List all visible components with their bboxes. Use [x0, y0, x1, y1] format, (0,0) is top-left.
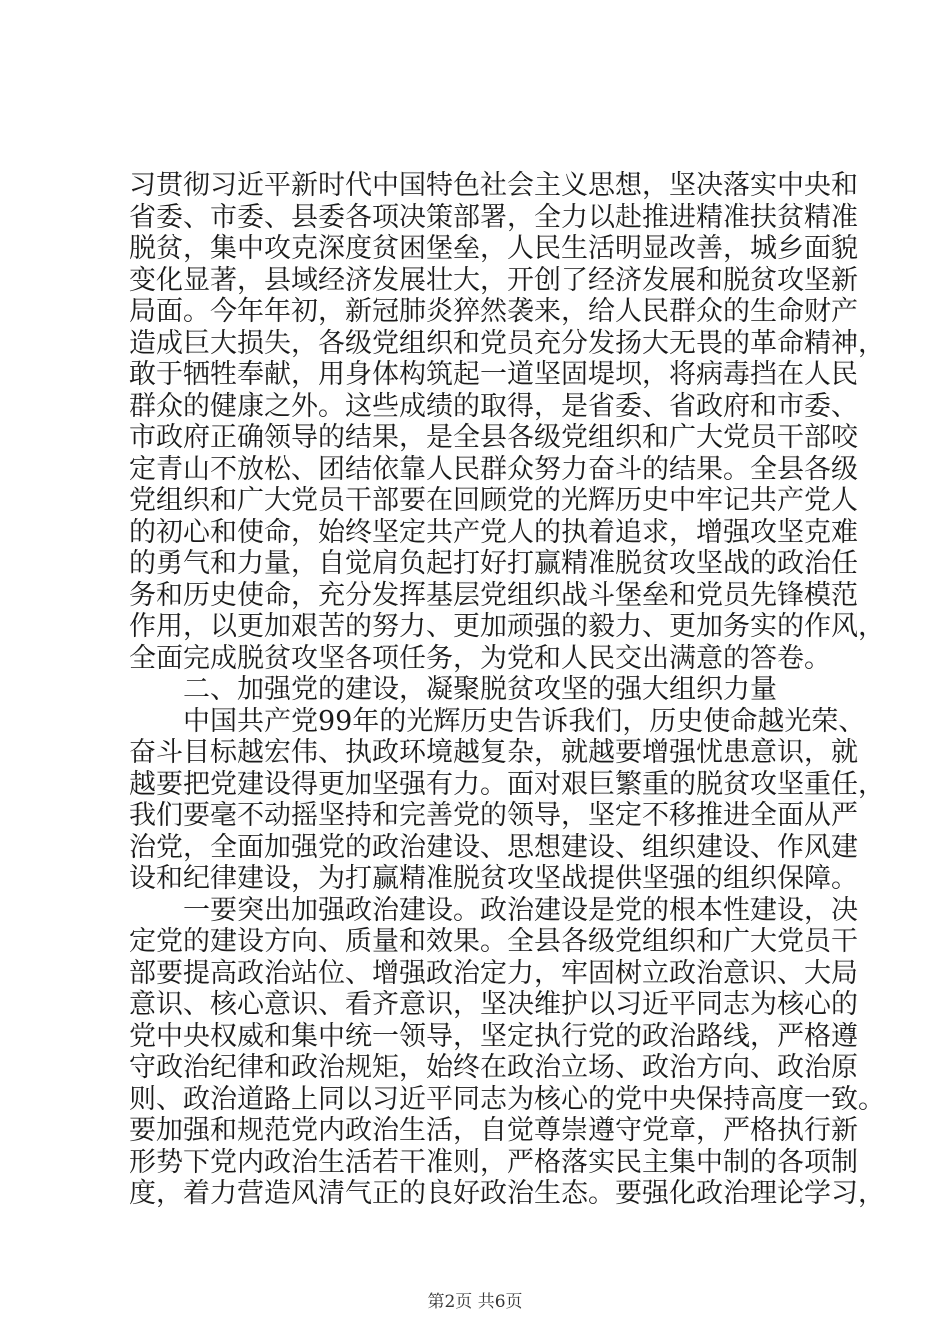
text-line: 意识、核心意识、看齐意识，坚决维护以习近平同志为核心的 — [129, 989, 858, 1020]
page-footer: 第2页 共6页 — [427, 1292, 523, 1312]
text-line: 变化显著，县域经济发展壮大，开创了经济发展和脱贫攻坚新 — [129, 264, 858, 296]
text-line: 的勇气和力量，自觉肩负起打好打赢精准脱贫攻坚战的政治任 — [129, 548, 858, 579]
text-line: 部要提高政治站位、增强政治定力，牢固树立政治意识、大局 — [129, 957, 858, 989]
text-line: 党组织和广大党员干部要在回顾党的光辉历史中牢记共产党人 — [129, 485, 858, 516]
body-text — [129, 170, 885, 1210]
text-line: 则、政治道路上同以习近平同志为核心的党中央保持高度一致。 — [129, 1083, 885, 1115]
text-line: 治党，全面加强党的政治建设、思想建设、组织建设、作风建 — [129, 831, 858, 863]
text-line: 市政府正确领导的结果，是全县各级党组织和广大党员干部咬 — [129, 422, 858, 453]
text-line: 越要把党建设得更加坚强有力。面对艰巨繁重的脱贫攻坚重任， — [129, 768, 885, 800]
text-line: 二、加强党的建设，凝聚脱贫攻坚的强大组织力量 — [183, 674, 777, 705]
text-line: 局面。今年年初，新冠肺炎猝然袭来，给人民群众的生命财产 — [129, 296, 858, 327]
text-line: 要加强和规范党内政治生活，自觉尊崇遵守党章，严格执行新 — [129, 1115, 858, 1146]
text-line: 群众的健康之外。这些成绩的取得，是省委、省政府和市委、 — [129, 390, 858, 422]
text-line: 守政治纪律和政治规矩，始终在政治立场、政治方向、政治原 — [129, 1052, 858, 1083]
text-line: 奋斗目标越宏伟、执政环境越复杂，就越要增强忧患意识，就 — [129, 737, 858, 768]
text-line: 全面完成脱贫攻坚各项任务，为党和人民交出满意的答卷。 — [129, 642, 831, 674]
text-line: 作用，以更加艰苦的努力、更加顽强的毅力、更加务实的作风， — [129, 611, 885, 642]
text-line: 党中央权威和集中统一领导，坚定执行党的政治路线，严格遵 — [129, 1020, 858, 1052]
text-line: 定党的建设方向、质量和效果。全县各级党组织和广大党员干 — [129, 926, 858, 957]
text-line: 务和历史使命，充分发挥基层党组织战斗堡垒和党员先锋模范 — [129, 579, 858, 611]
text-line: 我们要毫不动摇坚持和完善党的领导，坚定不移推进全面从严 — [129, 800, 858, 831]
text-line: 设和纪律建设，为打赢精准脱贫攻坚战提供坚强的组织保障。 — [129, 863, 858, 894]
text-line: 造成巨大损失，各级党组织和党员充分发扬大无畏的革命精神， — [129, 327, 885, 359]
text-line: 度，着力营造风清气正的良好政治生态。要强化政治理论学习， — [129, 1178, 885, 1209]
text-line: 敢于牺牲奉献，用身体构筑起一道坚固堤坝，将病毒挡在人民 — [129, 359, 858, 390]
text-line: 脱贫，集中攻克深度贫困堡垒，人民生活明显改善，城乡面貌 — [129, 233, 858, 264]
text-line: 的初心和使命，始终坚定共产党人的执着追求，增强攻坚克难 — [129, 516, 858, 548]
text-line: 省委、市委、县委各项决策部署，全力以赴推进精准扶贫精准 — [129, 201, 858, 233]
text-line: 一要突出加强政治建设。政治建设是党的根本性建设，决 — [183, 894, 858, 926]
text-line: 形势下党内政治生活若干准则，严格落实民主集中制的各项制 — [129, 1146, 858, 1178]
text-line: 定青山不放松、团结依靠人民群众努力奋斗的结果。全县各级 — [129, 453, 858, 485]
text-line: 中国共产党99年的光辉历史告诉我们，历史使命越光荣、 — [183, 705, 866, 737]
text-line: 习贯彻习近平新时代中国特色社会主义思想，坚决落实中央和 — [129, 170, 858, 201]
